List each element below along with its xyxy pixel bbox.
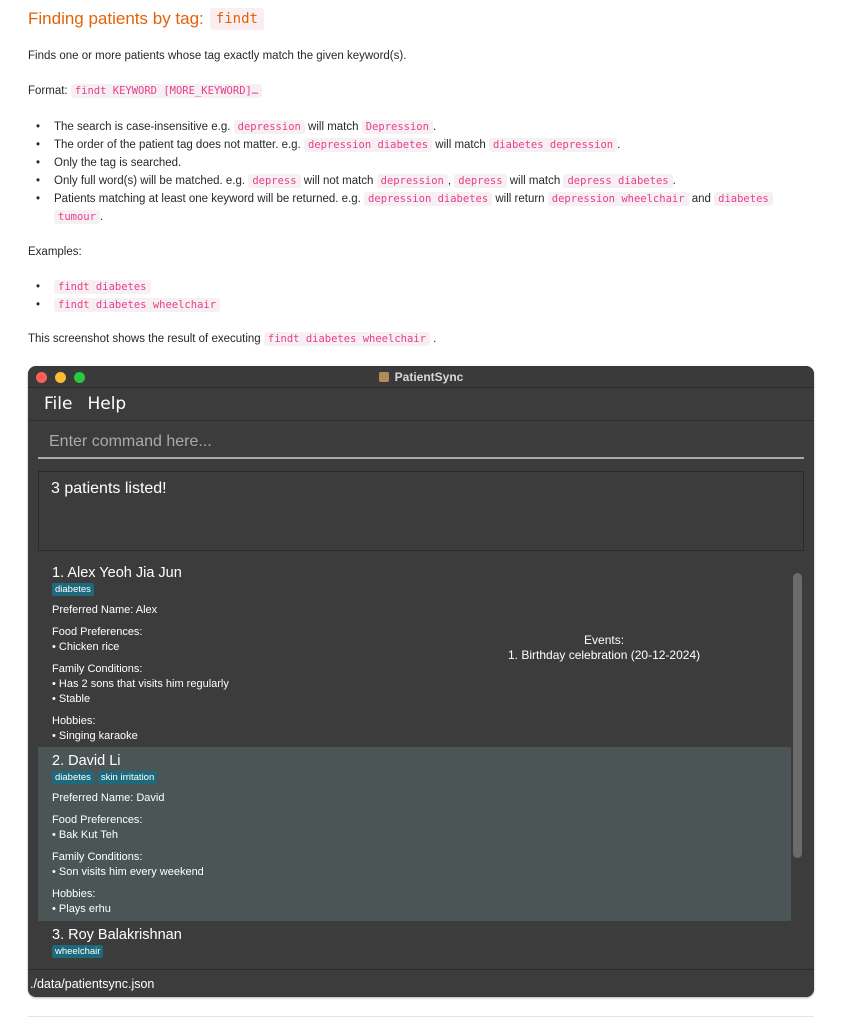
rule-item: [28, 172, 818, 190]
rule-text: will match: [308, 121, 359, 133]
rule-text: will match: [435, 139, 486, 151]
menu-bar: [28, 388, 814, 421]
examples-list: [28, 278, 220, 314]
heading-text: Finding patients by tag:: [28, 9, 204, 28]
tag: diabetes: [52, 771, 94, 784]
patient-list-panel: [28, 563, 814, 971]
rule-code: tumour: [54, 210, 100, 224]
example-item: [28, 296, 220, 314]
events-section: [508, 633, 700, 663]
food-label: Food Preferences:: [52, 814, 143, 826]
intro-paragraph: Finds one or more patients whose tag exactly match the given keyword(s).: [28, 50, 407, 62]
hobby-item: • Plays erhu: [52, 903, 111, 915]
family-label: Family Conditions:: [52, 663, 143, 675]
rule-code: Depression: [362, 120, 433, 134]
family-item: • Stable: [52, 693, 91, 705]
title-bar: [28, 366, 814, 388]
list-scrollbar[interactable]: [793, 573, 802, 858]
hobbies-label: Hobbies:: [52, 715, 96, 727]
rule-text: will not match: [303, 175, 374, 187]
rule-code: depression wheelchair: [548, 192, 689, 206]
food-item: • Chicken rice: [52, 641, 120, 653]
family-label: Family Conditions:: [52, 851, 143, 863]
event-item: 1. Birthday celebration (20-12-2024): [508, 648, 701, 662]
tag: skin irritation: [98, 771, 157, 784]
tag: diabetes: [52, 583, 94, 596]
rule-text: .: [672, 175, 676, 187]
rule-text: The order of the patient tag does not matter. e.g.: [54, 139, 301, 151]
rule-text: will return: [495, 193, 545, 205]
app-window: [28, 366, 814, 997]
app-icon: [379, 372, 389, 382]
heading-code: findt: [210, 8, 264, 30]
family-item: • Has 2 sons that visits him regularly: [52, 678, 229, 690]
result-box: [28, 463, 814, 559]
result-display: 3 patients listed!: [38, 471, 804, 551]
close-window-button[interactable]: [36, 372, 47, 383]
rule-text: Only the tag is searched.: [54, 157, 182, 169]
rule-text: .: [617, 139, 621, 151]
screenshot-caption: [28, 331, 436, 347]
rule-code: depression: [377, 174, 448, 188]
menu-help[interactable]: Help: [87, 394, 127, 414]
patient-name: 2. David Li: [52, 753, 121, 769]
zoom-window-button[interactable]: [74, 372, 85, 383]
caption-end: .: [433, 333, 437, 345]
rule-item: [28, 154, 818, 172]
rule-text: Only full word(s) will be matched. e.g.: [54, 175, 246, 187]
rule-text: and: [691, 193, 711, 205]
tag-list: [52, 583, 791, 596]
window-title: [379, 370, 464, 384]
rule-item: [28, 136, 818, 154]
command-input[interactable]: [38, 427, 804, 459]
patient-card[interactable]: [38, 921, 791, 963]
format-label: Format:: [28, 85, 68, 97]
rule-code: depression diabetes: [304, 138, 432, 152]
rule-code: depress: [248, 174, 300, 188]
rule-text: ,: [447, 175, 452, 187]
example-code: findt diabetes: [54, 280, 151, 294]
rule-code: depress diabetes: [563, 174, 672, 188]
caption-code: findt diabetes wheelchair: [264, 332, 430, 346]
hobbies-label: Hobbies:: [52, 888, 96, 900]
tag: wheelchair: [52, 945, 103, 958]
rule-text: Patients matching at least one keyword will be returned. e.g.: [54, 193, 361, 205]
divider: [28, 1016, 814, 1017]
rule-code: depression: [234, 120, 305, 134]
preferred-name: Preferred Name: Alex: [52, 604, 158, 616]
format-paragraph: [28, 83, 262, 99]
food-label: Food Preferences:: [52, 626, 143, 638]
minimize-window-button[interactable]: [55, 372, 66, 383]
hobby-item: • Singing karaoke: [52, 730, 138, 742]
section-heading: [28, 8, 264, 30]
patient-card[interactable]: [38, 747, 791, 921]
patient-card[interactable]: [38, 563, 791, 747]
window-title-text: PatientSync: [394, 369, 464, 384]
caption-text: This screenshot shows the result of executing: [28, 333, 261, 345]
status-bar: [28, 969, 814, 997]
menu-file[interactable]: File: [44, 394, 73, 414]
example-item: [28, 278, 220, 296]
example-code: findt diabetes wheelchair: [54, 298, 220, 312]
status-path: ./data/patientsync.json: [30, 976, 155, 991]
format-code: findt KEYWORD [MORE_KEYWORD]…: [71, 84, 262, 98]
tag-list: [52, 945, 791, 958]
rule-text: .: [99, 211, 104, 223]
food-item: • Bak Kut Teh: [52, 829, 119, 841]
patient-name: 3. Roy Balakrishnan: [52, 927, 182, 943]
rule-code: depress: [454, 174, 506, 188]
patient-list[interactable]: [38, 563, 791, 963]
preferred-name: Preferred Name: David: [52, 792, 165, 804]
command-box: [28, 421, 814, 463]
rule-text: The search is case-insensitive e.g.: [54, 121, 231, 133]
rule-item: [28, 118, 818, 136]
rules-list: [28, 118, 818, 226]
rule-code: diabetes: [714, 192, 773, 206]
family-item: • Son visits him every weekend: [52, 866, 204, 878]
examples-label: Examples:: [28, 246, 82, 258]
tag-list: [52, 771, 791, 784]
rule-code: depression diabetes: [364, 192, 492, 206]
patient-name: 1. Alex Yeoh Jia Jun: [52, 565, 182, 581]
window-controls: [36, 372, 85, 383]
rule-code: diabetes depression: [489, 138, 617, 152]
rule-text: .: [432, 121, 437, 133]
rule-item: [28, 190, 818, 226]
rule-text: will match: [509, 175, 561, 187]
events-label: Events:: [584, 633, 625, 647]
